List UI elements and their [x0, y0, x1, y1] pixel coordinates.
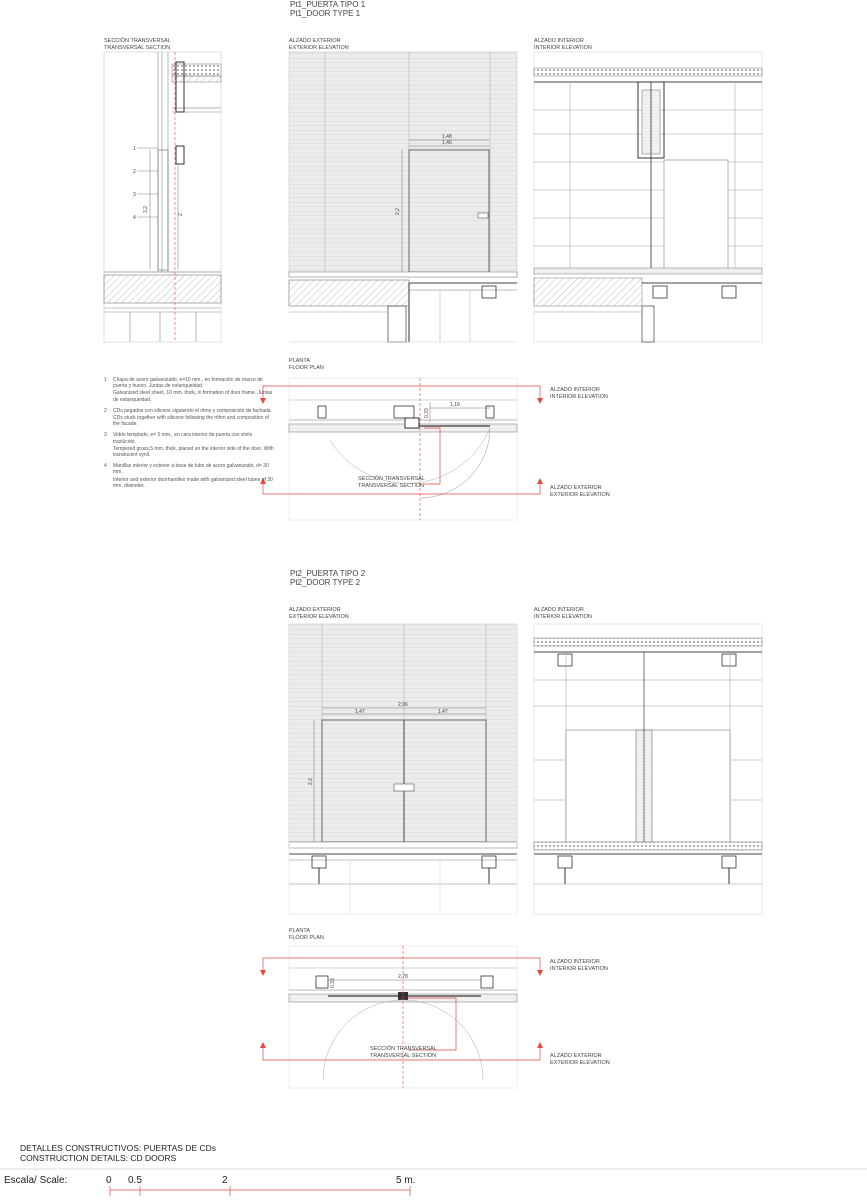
door1-dim-outer: 1,48 — [442, 134, 452, 140]
door2-dim-left: 1,47 — [355, 709, 365, 715]
scale-tick: 0 — [106, 1175, 112, 1186]
door2-ext-elevation — [289, 624, 517, 914]
door1-plan-marker-sec: SECCIÓN TRANSVERSAL TRANSVERSAL SECTION — [358, 476, 425, 489]
section-num-1: 1 — [133, 146, 136, 152]
scale-tick: 5 m. — [396, 1175, 416, 1186]
scale-row — [0, 1170, 867, 1200]
door1-plan-marker-int: ALZADO INTERIOR INTERIOR ELEVATION — [550, 387, 608, 400]
section-num-3: 3 — [133, 192, 136, 198]
door2-dim-height: 2,2 — [308, 778, 314, 785]
section-dim-a: 3,2 — [143, 206, 149, 213]
section-dim-b: 2 — [178, 213, 184, 216]
door2-title: Pt2_PUERTA TIPO 2 Pt2_DOOR TYPE 2 — [290, 569, 366, 587]
note-item: 3 Vidrio templado, e= 5 mm., en cara interior de puerta con vinilo traslúcido. Tempered grass,5 mm. thick, placed en the interior side of the door. With translucent vynil. — [104, 432, 274, 459]
construction-notes — [104, 377, 274, 494]
note-item: 2 CDs pegados con silicone siguiendo el ritmo y composición de fachada. CDs stuck together with silicone following the rithm and composition of the facade. — [104, 407, 272, 428]
door2-plan-marker-sec: SECCIÓN TRANSVERSAL TRANSVERSAL SECTION — [370, 1046, 437, 1059]
door2-dim-total: 2,96 — [398, 702, 408, 708]
door2-plan-marker-ext: ALZADO EXTERIOR EXTERIOR ELEVATION — [550, 1053, 610, 1066]
door1-plan-marker-ext: ALZADO EXTERIOR EXTERIOR ELEVATION — [550, 485, 610, 498]
door2-ext-label: ALZADO EXTERIOR EXTERIOR ELEVATION — [289, 607, 349, 620]
door1-ext-elevation — [289, 52, 517, 342]
door1-title: Pt1_PUERTA TIPO 1 Pt1_DOOR TYPE 1 — [290, 0, 366, 18]
note-item: 1 Chapa de acero galvanizado, e=10 mm., en formación de marco de puerta y hueco. Juntas de estanqueidad. Galvanized steel sheet, 10 mm. thick, in formation of door frame. Juntas de estanqueidad. — [104, 377, 273, 403]
door2-plan — [260, 946, 543, 1088]
door1-plan-depth: 0,33 — [424, 408, 430, 418]
section-num-2: 2 — [133, 169, 136, 175]
door1-dim-height: 2,2 — [395, 208, 401, 215]
door1-section-drawing — [104, 52, 221, 342]
door2-dim-right: 1,47 — [438, 709, 448, 715]
section-num-4: 4 — [133, 215, 136, 221]
door2-plan-depth: 0,33 — [330, 978, 336, 988]
note-item: 4 Manillas interior y exterior a base de tubo de acero galvanizado, d= 30 mm. Interior and exterior doorhandles made with galvanized steel tubes of 30 mm. diameter. — [104, 463, 273, 489]
door1-plan-label: PLANTA FLOOR PLAN — [289, 358, 324, 371]
door1-plan-width: 1,18 — [450, 402, 460, 408]
door2-int-label: ALZADO INTERIOR INTERIOR ELEVATION — [534, 607, 592, 620]
door1-int-label: ALZADO INTERIOR INTERIOR ELEVATION — [534, 38, 592, 51]
door1-ext-label: ALZADO EXTERIOR EXTERIOR ELEVATION — [289, 38, 349, 51]
door2-plan-width: 2,78 — [398, 974, 408, 980]
door1-int-elevation — [534, 52, 762, 342]
door2-int-elevation — [534, 624, 762, 914]
door2-plan-label: PLANTA FLOOR PLAN — [289, 928, 324, 941]
door2-plan-marker-int: ALZADO INTERIOR INTERIOR ELEVATION — [550, 959, 608, 972]
scale-tick: 0.5 — [128, 1175, 142, 1186]
scale-label: Escala/ Scale: — [4, 1175, 68, 1186]
scale-tick: 2 — [222, 1175, 228, 1186]
door1-plan — [260, 378, 543, 520]
sheet-title: DETALLES CONSTRUCTIVOS: PUERTAS DE CDs CONSTRUCTION DETAILS: CD DOORS — [20, 1143, 217, 1163]
door1-dim-inner: 1,46 — [442, 140, 452, 146]
door1-section-label: SECCIÓN TRANSVERSAL TRANSVERSAL SECTION — [104, 38, 171, 51]
